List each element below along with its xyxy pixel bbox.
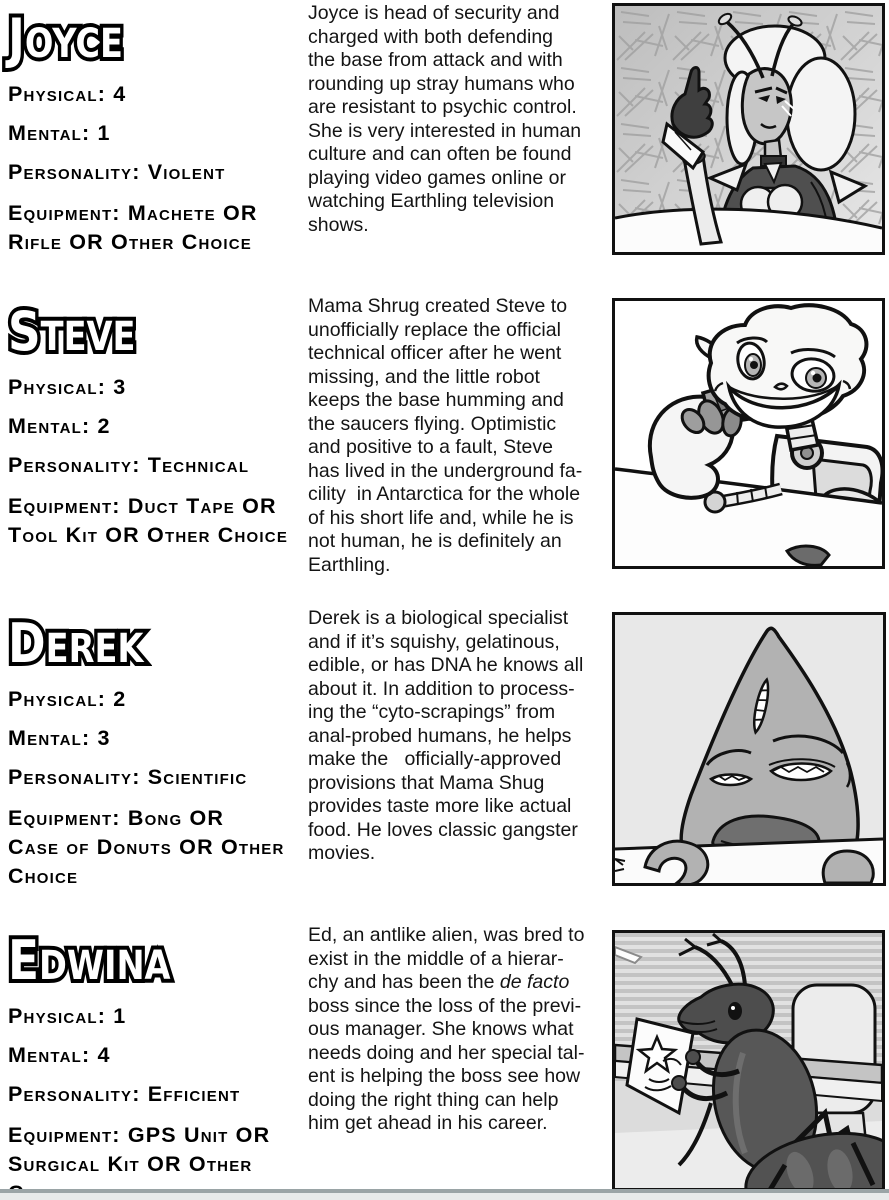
character-description: Derek is a biological specialist and if it’s squishy, gelatinous, edible, or has DNA he knows all about it. In addition to process- ing the “cyto-scrapings” from anal-probed humans, he helps make the officially-approved provisions that Mama Shug provides taste more like actual food. He loves classic gangster movies. [308, 607, 584, 864]
edwina-stats-column [8, 922, 304, 1200]
stat-mental: Mental: 3 [8, 726, 111, 751]
joyce-illustration [615, 6, 882, 252]
stat-equipment: Equipment: Bong OR Case of Donuts OR Other Choice [8, 806, 285, 889]
stat-physical: Physical: 2 [8, 687, 127, 712]
stat-personality: Personality: Efficient [8, 1082, 241, 1107]
section-joyce [0, 0, 889, 293]
stat-physical: Physical: 4 [8, 82, 127, 107]
character-name: JOYCE [8, 7, 123, 70]
section-derek [0, 605, 889, 922]
illustration-panel [612, 612, 886, 886]
steve-illustration [615, 301, 882, 566]
stat-equipment: Equipment: Machete OR Rifle OR Other Choice [8, 201, 258, 255]
character-description: Ed, an antlike alien, was bred to exist in the middle of a hierar- chy and has been the de facto boss since the loss of the previ- ous manager. She knows what needs doing and her special tal- ent is helping the boss see how doing the right thing can help him get ahead in his career. [308, 924, 585, 1134]
derek-illustration [615, 615, 883, 883]
character-name: STEVE [8, 300, 136, 363]
joyce-stats-column [8, 0, 304, 272]
character-name: EDWINA [8, 929, 171, 992]
stat-mental: Mental: 1 [8, 121, 111, 146]
stat-physical: Physical: 3 [8, 375, 127, 400]
stat-personality: Personality: Technical [8, 453, 250, 478]
stat-personality: Personality: Violent [8, 160, 226, 185]
stat-mental: Mental: 4 [8, 1043, 111, 1068]
stat-equipment: Equipment: GPS Unit OR Surgical Kit OR Other [8, 1123, 271, 1177]
character-name: DEREK [8, 612, 144, 675]
stat-physical: Physical: 1 [8, 1004, 127, 1029]
section-steve [0, 293, 889, 605]
section-edwina [0, 922, 889, 1200]
stat-personality: Personality: Scientific [8, 765, 248, 790]
edwina-illustration [615, 933, 882, 1188]
character-description: Joyce is head of security and charged with both defending the base from attack and with rounding up stray humans who are resistant to psychic control. She is very interested in human culture and can often be found playing video games online or watching Earthling television shows. [308, 2, 582, 236]
character-description: Mama Shrug created Steve to unofficially replace the official technical officer after he went missing, and the little robot keeps the base humming and the saucers flying. Optimistic and positive to a fault, Steve has lived in the underground fa- cility in Antarctica for the whole of his short life and, while he is not human, he is definitely an Earthling. [308, 295, 583, 576]
illustration-panel [612, 3, 885, 255]
illustration-panel [612, 298, 885, 569]
page-bottom-edge [0, 1193, 889, 1200]
steve-stats-column [8, 293, 304, 565]
illustration-panel [612, 930, 885, 1191]
derek-stats-column [8, 605, 304, 906]
stat-mental: Mental: 2 [8, 414, 111, 439]
stat-equipment: Equipment: Duct Tape OR Tool Kit OR Other Choice [8, 494, 289, 548]
